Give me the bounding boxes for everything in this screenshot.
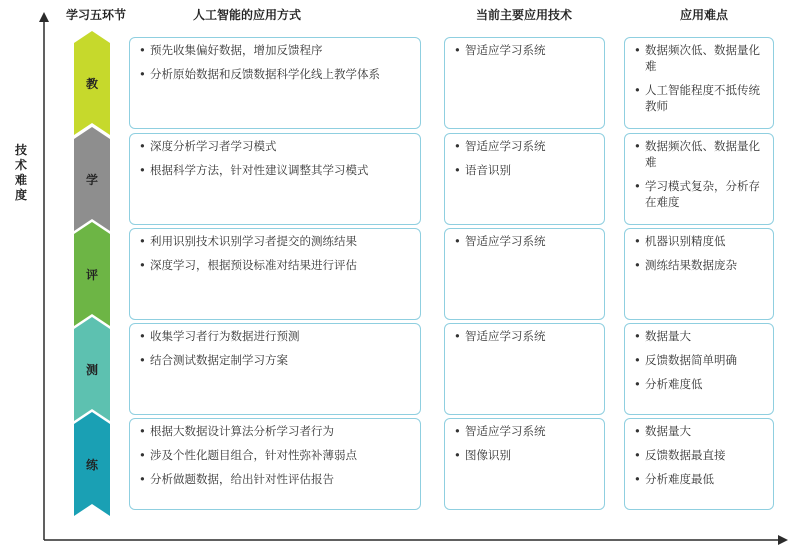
y-axis-label: 技术难度 <box>14 143 27 202</box>
bullet-list <box>633 328 765 392</box>
header-stage: 学习五环节 <box>66 8 127 22</box>
bullet-list <box>453 138 596 178</box>
difficulties-cell <box>624 37 774 129</box>
techniques-cell <box>444 37 605 129</box>
header-difficulties: 应用难点 <box>680 8 729 22</box>
bullet-item: • 根据科学方法，针对性建议调整其学习模式 <box>138 162 412 178</box>
bullet-item: • 智适应学习系统 <box>453 423 596 439</box>
header-techniques: 当前主要应用技术 <box>476 8 573 22</box>
bullet-list <box>138 233 412 273</box>
y-axis-arrow <box>39 12 49 22</box>
techniques-cell <box>444 228 605 320</box>
bullet-list <box>633 423 765 487</box>
bullet-item: • 数据频次低、数据量化难 <box>633 138 765 170</box>
bullet-item: • 深度学习，根据预设标准对结果进行评估 <box>138 257 412 273</box>
bullet-list <box>633 138 765 210</box>
bullet-list <box>453 42 596 58</box>
difficulties-cell <box>624 323 774 415</box>
bullet-item: • 智适应学习系统 <box>453 328 596 344</box>
stage-label: 练 <box>85 458 98 472</box>
stage-chevron <box>74 222 110 326</box>
bullet-list <box>138 423 412 487</box>
stage-chevron <box>74 127 110 231</box>
difficulties-cell <box>624 418 774 510</box>
bullet-item: • 机器识别精度低 <box>633 233 765 249</box>
bullet-item: • 数据频次低、数据量化难 <box>633 42 765 74</box>
bullet-list <box>453 233 596 249</box>
bullet-item: • 根据大数据设计算法分析学习者行为 <box>138 423 412 439</box>
techniques-cell <box>444 133 605 225</box>
bullet-item: • 分析难度最低 <box>633 471 765 487</box>
bullet-list <box>633 42 765 114</box>
bullet-item: • 智适应学习系统 <box>453 233 596 249</box>
methods-cell <box>129 37 421 129</box>
difficulties-cell <box>624 133 774 225</box>
bullet-list <box>453 328 596 344</box>
techniques-cell <box>444 323 605 415</box>
bullet-item: • 结合测试数据定制学习方案 <box>138 352 412 368</box>
bullet-item: • 智适应学习系统 <box>453 42 596 58</box>
x-axis-arrow <box>778 535 788 545</box>
stage-label: 测 <box>85 363 98 377</box>
bullet-item: • 数据量大 <box>633 423 765 439</box>
bullet-item: • 利用识别技术识别学习者提交的测练结果 <box>138 233 412 249</box>
bullet-item: • 预先收集偏好数据，增加反馈程序 <box>138 42 412 58</box>
bullet-item: • 数据量大 <box>633 328 765 344</box>
bullet-item: • 深度分析学习者学习模式 <box>138 138 412 154</box>
stage-chevron <box>74 31 110 135</box>
bullet-item: • 收集学习者行为数据进行预测 <box>138 328 412 344</box>
bullet-item: • 分析原始数据和反馈数据科学化线上教学体系 <box>138 66 412 82</box>
stage-label: 评 <box>85 268 98 282</box>
bullet-item: • 分析难度低 <box>633 376 765 392</box>
bullet-item: • 测练结果数据庞杂 <box>633 257 765 273</box>
methods-cell <box>129 418 421 510</box>
methods-cell <box>129 323 421 415</box>
bullet-item: • 智适应学习系统 <box>453 138 596 154</box>
bullet-item: • 反馈数据简单明确 <box>633 352 765 368</box>
difficulties-cell <box>624 228 774 320</box>
methods-cell <box>129 228 421 320</box>
bullet-item: • 反馈数据最直接 <box>633 447 765 463</box>
bullet-list <box>453 423 596 463</box>
bullet-item: • 学习模式复杂，分析存在难度 <box>633 178 765 210</box>
bullet-item: • 人工智能程度不抵传统教师 <box>633 82 765 114</box>
bullet-list <box>138 42 412 82</box>
bullet-list <box>138 328 412 368</box>
bullet-list <box>138 138 412 178</box>
techniques-cell <box>444 418 605 510</box>
bullet-item: • 分析做题数据，给出针对性评估报告 <box>138 471 412 487</box>
methods-cell <box>129 133 421 225</box>
stage-chevron <box>74 412 110 516</box>
bullet-item: • 图像识别 <box>453 447 596 463</box>
bullet-item: • 涉及个性化题目组合，针对性弥补薄弱点 <box>138 447 412 463</box>
bullet-item: • 语音识别 <box>453 162 596 178</box>
stage-chevron <box>74 317 110 421</box>
stage-label: 学 <box>85 173 98 187</box>
header-methods: 人工智能的应用方式 <box>193 8 302 22</box>
bullet-list <box>633 233 765 273</box>
stage-label: 教 <box>85 77 98 91</box>
